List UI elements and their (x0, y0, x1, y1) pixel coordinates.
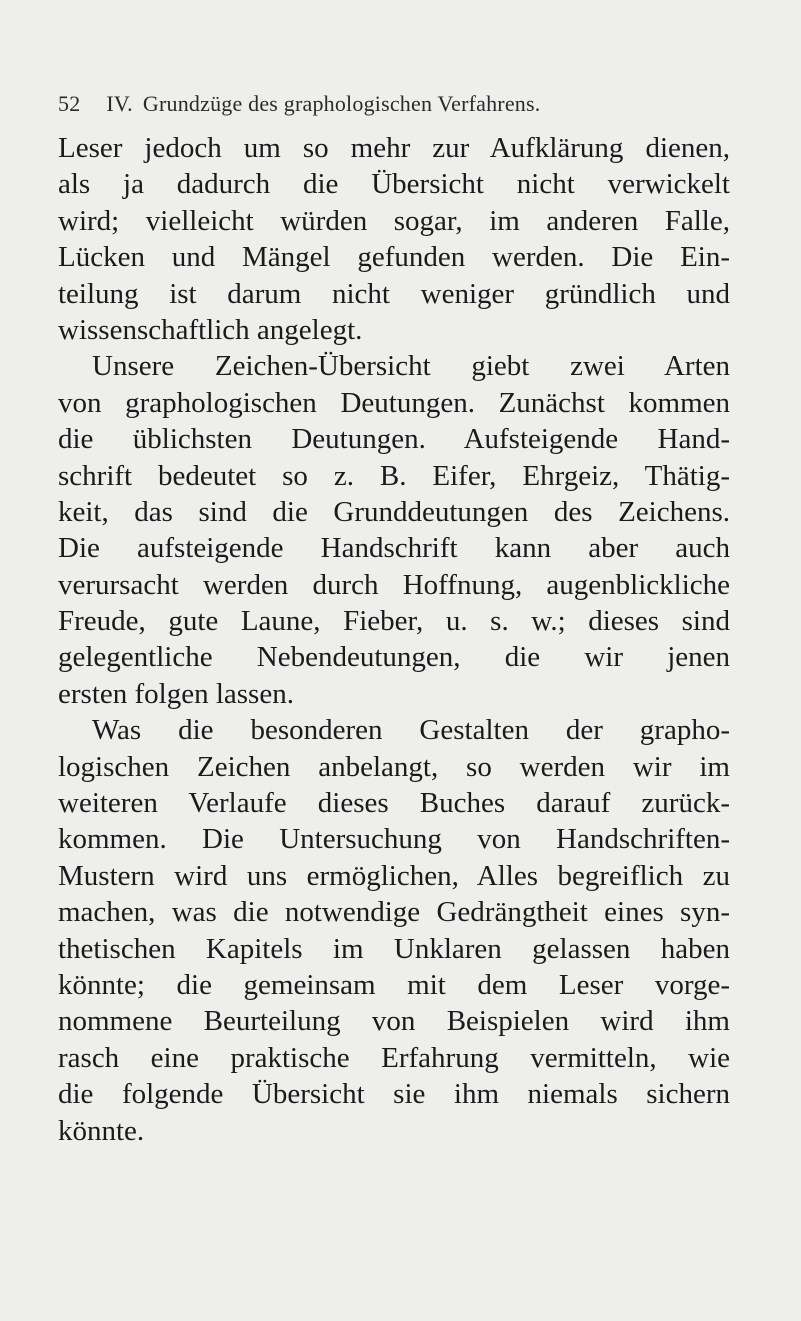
text-line: Die aufsteigende Handschrift kann aber auch (58, 532, 730, 565)
text-line: als ja dadurch die Übersicht nicht verwickelt (58, 168, 730, 201)
text-line: Mustern wird uns ermöglichen, Alles begreiflich zu (58, 859, 730, 892)
text-line: teilung ist darum nicht weniger gründlich und (58, 277, 730, 310)
text-line: thetischen Kapitels im Unklaren gelassen haben (58, 932, 730, 965)
running-header (58, 91, 540, 117)
text-line: wissenschaftlich angelegt. (58, 313, 363, 346)
text-line: schrift bedeutet so z. B. Eifer, Ehrgeiz, Thätig- (58, 459, 730, 492)
text-line: Unsere Zeichen-Übersicht giebt zwei Arten (92, 350, 730, 383)
text-line: von graphologischen Deutungen. Zunächst kommen (58, 386, 730, 419)
text-line: machen, was die notwendige Gedrängtheit eines syn- (58, 896, 730, 929)
text-line: die folgende Übersicht sie ihm niemals sichern (58, 1078, 730, 1111)
text-line: weiteren Verlaufe dieses Buches darauf zurück- (58, 787, 730, 820)
text-line: nommene Beurteilung von Beispielen wird ihm (58, 1005, 730, 1038)
page-number: 52 (58, 91, 81, 116)
body-text (58, 130, 730, 1149)
text-line: logischen Zeichen anbelangt, so werden wir im (58, 750, 730, 783)
text-line: verursacht werden durch Hoffnung, augenblickliche (58, 568, 730, 601)
text-line: Lücken und Mängel gefunden werden. Die Ein- (58, 241, 730, 274)
text-line: könnte. (58, 1114, 145, 1147)
text-line: Freude, gute Laune, Fieber, u. s. w.; dieses sind (58, 605, 730, 638)
running-title: Grundzüge des graphologischen Verfahrens. (142, 91, 541, 116)
text-line: wird; vielleicht würden sogar, im anderen Falle, (58, 204, 730, 237)
text-line: kommen. Die Untersuchung von Handschriften- (58, 823, 730, 856)
text-line: keit, das sind die Grunddeutungen des Zeichens. (58, 495, 730, 528)
text-line: Leser jedoch um so mehr zur Aufklärung dienen, (58, 132, 730, 164)
text-line: Was die besonderen Gestalten der grapho- (92, 714, 730, 747)
text-line: rasch eine praktische Erfahrung vermitteln, wie (58, 1041, 730, 1074)
chapter-numeral: IV. (106, 91, 133, 116)
text-line: die üblichsten Deutungen. Aufsteigende Hand- (58, 423, 730, 456)
text-line: könnte; die gemeinsam mit dem Leser vorge- (58, 968, 730, 1001)
text-line: ersten folgen lassen. (58, 677, 294, 710)
text-line: gelegentliche Nebendeutungen, die wir jenen (58, 641, 730, 674)
